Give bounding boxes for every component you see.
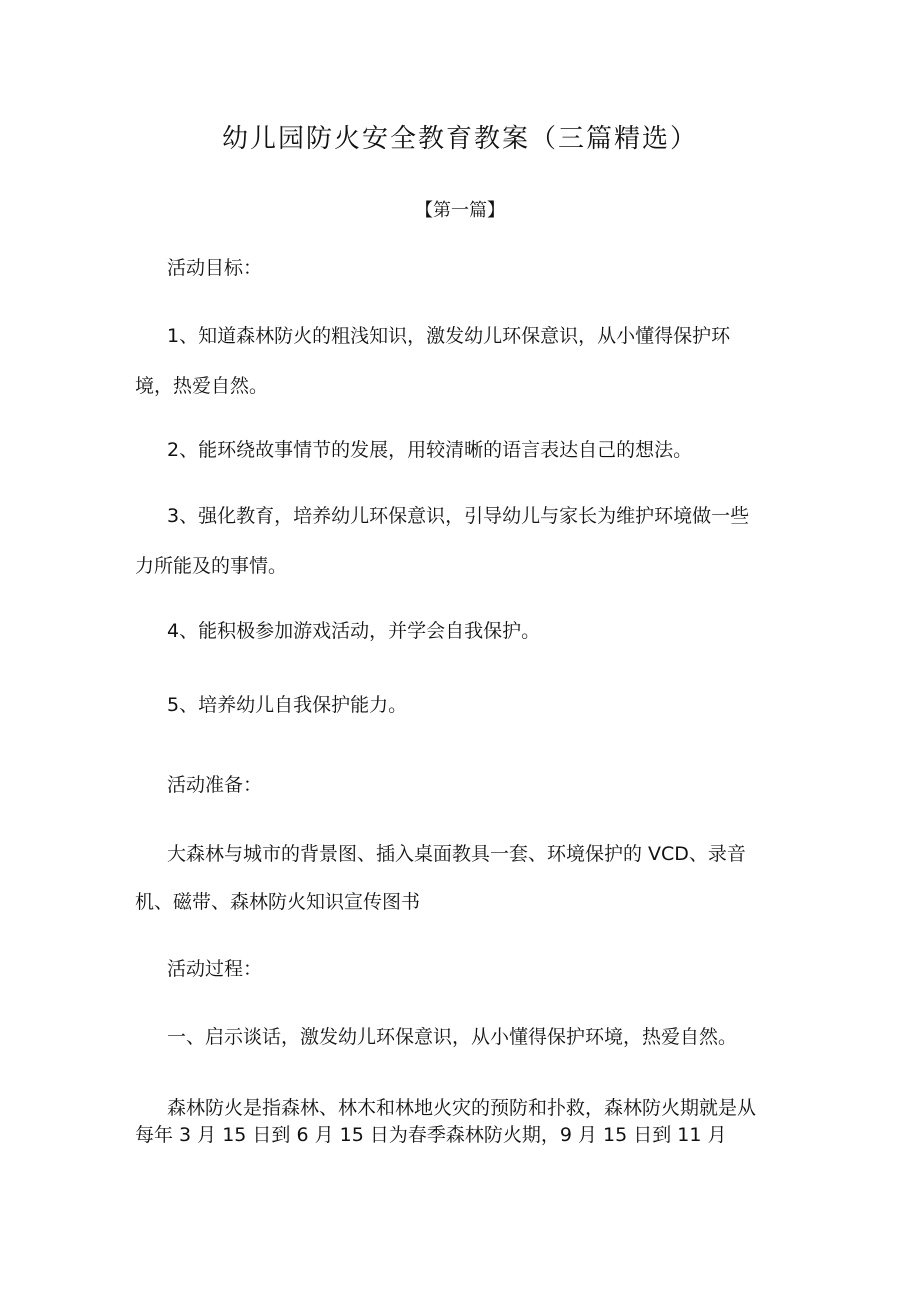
document-body: [135, 0, 795, 1301]
text-line: 活动目标：: [167, 257, 263, 279]
text-line: 境，热爱自然。: [135, 375, 269, 397]
text-line: 大森林与城市的背景图、插入桌面教具一套、环境保护的 VCD、录音: [167, 843, 746, 865]
text-line: 4、能积极参加游戏活动，并学会自我保护。: [167, 620, 541, 642]
document-title: 幼儿园防火安全教育教案（三篇精选）: [221, 124, 698, 154]
text-line: 活动准备：: [167, 774, 263, 796]
text-line: 力所能及的事情。: [135, 555, 288, 577]
text-line: 2、能环绕故事情节的发展，用较清晰的语言表达自己的想法。: [167, 439, 693, 461]
text-line: 机、磁带、森林防火知识宣传图书: [135, 891, 421, 913]
text-line: 5、培养幼儿自我保护能力。: [167, 694, 408, 716]
text-line: 森林防火是指森林、林木和林地火灾的预防和扑救，森林防火期就是从: [167, 1097, 757, 1119]
text-line: 一、启示谈话，激发幼儿环保意识，从小懂得保护环境，热爱自然。: [167, 1026, 738, 1048]
text-line: 活动过程：: [167, 958, 263, 980]
text-line: 每年 3 月 15 日到 6 月 15 日为春季森林防火期，9 月 15 日到 11 月: [135, 1124, 727, 1146]
text-line: 1、知道森林防火的粗浅知识，激发幼儿环保意识，从小懂得保护环: [167, 325, 731, 347]
text-line: 3、强化教育，培养幼儿环保意识，引导幼儿与家长为维护环境做一些: [167, 505, 750, 527]
section-heading: 【第一篇】: [415, 200, 505, 221]
